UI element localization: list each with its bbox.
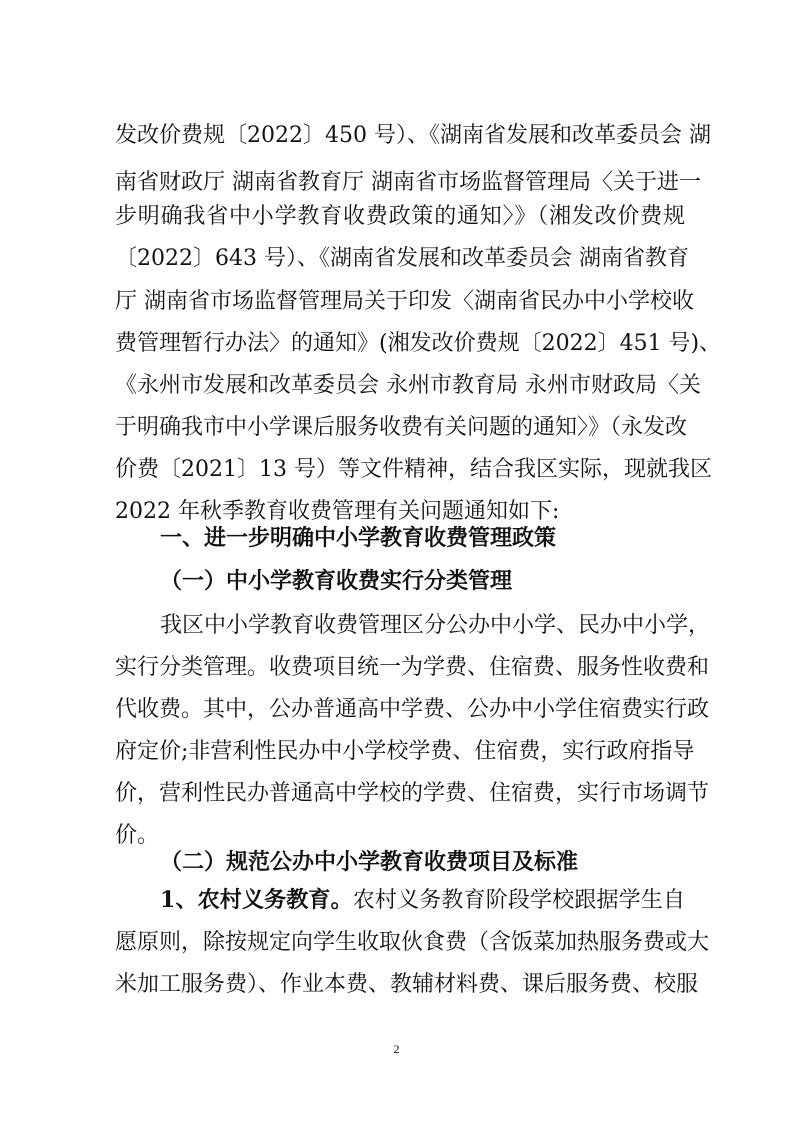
body-text-line: 2022 年秋季教育收费管理有关问题通知如下:: [115, 499, 560, 524]
body-text-line: 价费〔2021〕13 号）等文件精神，结合我区实际，现就我区: [115, 457, 712, 482]
page-number: 2: [393, 1042, 400, 1056]
body-text-line: 《永州市发展和改革委员会 永州市教育局 永州市财政局〈关: [115, 373, 701, 398]
body-text-line: 南省财政厅 湖南省教育厅 湖南省市场监督管理局〈关于进一: [115, 170, 701, 195]
body-text-line: 实行分类管理。收费项目统一为学费、住宿费、服务性收费和: [115, 655, 710, 680]
body-text-line: 米加工服务费）、作业本费、教辅材料费、课后服务费、校服: [115, 972, 699, 997]
body-text-line: 发改价费规〔2022〕450 号）、《湖南省发展和改革委员会 湖: [115, 123, 711, 148]
body-text-line: 厅 湖南省市场监督管理局关于印发〈湖南省民办中小学校收: [115, 289, 694, 314]
subsection-heading: （一）中小学教育收费实行分类管理: [160, 568, 513, 594]
item-label: 1、农村义务教育。: [160, 887, 353, 913]
body-text-line: 代收费。其中，公办普通高中学费、公办中小学住宿费实行政: [115, 697, 710, 722]
item-text: 农村义务教育阶段学校跟据学生自: [352, 888, 685, 913]
section-heading: 一、进一步明确中小学教育收费管理政策: [160, 526, 557, 551]
body-text-line: 我区中小学教育收费管理区分公办中小学、民办中小学，: [160, 613, 711, 638]
subsection-heading: （二）规范公办中小学教育收费项目及标准: [160, 849, 579, 875]
body-text-line: 府定价;非营利性民办中小学校学费、住宿费，实行政府指导: [115, 739, 695, 764]
body-text-line: 〔2022〕643 号）、《湖南省发展和改革委员会 湖南省教育: [115, 246, 689, 271]
body-text-line: 步明确我省中小学教育收费政策的通知〉》（湘发改价费规: [115, 204, 685, 229]
item-paragraph-first-line: [160, 885, 685, 915]
body-text-line: 价。: [115, 823, 160, 848]
body-text-line: 价，营利性民办普通高中学校的学费、住宿费，实行市场调节: [115, 781, 710, 806]
body-text-line: 愿原则，除按规定向学生收取伙食费（含饭菜加热服务费或大: [115, 930, 710, 955]
body-text-line: 于明确我市中小学课后服务收费有关问题的通知〉》（永发改: [115, 415, 688, 440]
body-text-line: 费管理暂行办法〉的通知》(湘发改价费规〔2022〕451 号)、: [115, 331, 722, 356]
